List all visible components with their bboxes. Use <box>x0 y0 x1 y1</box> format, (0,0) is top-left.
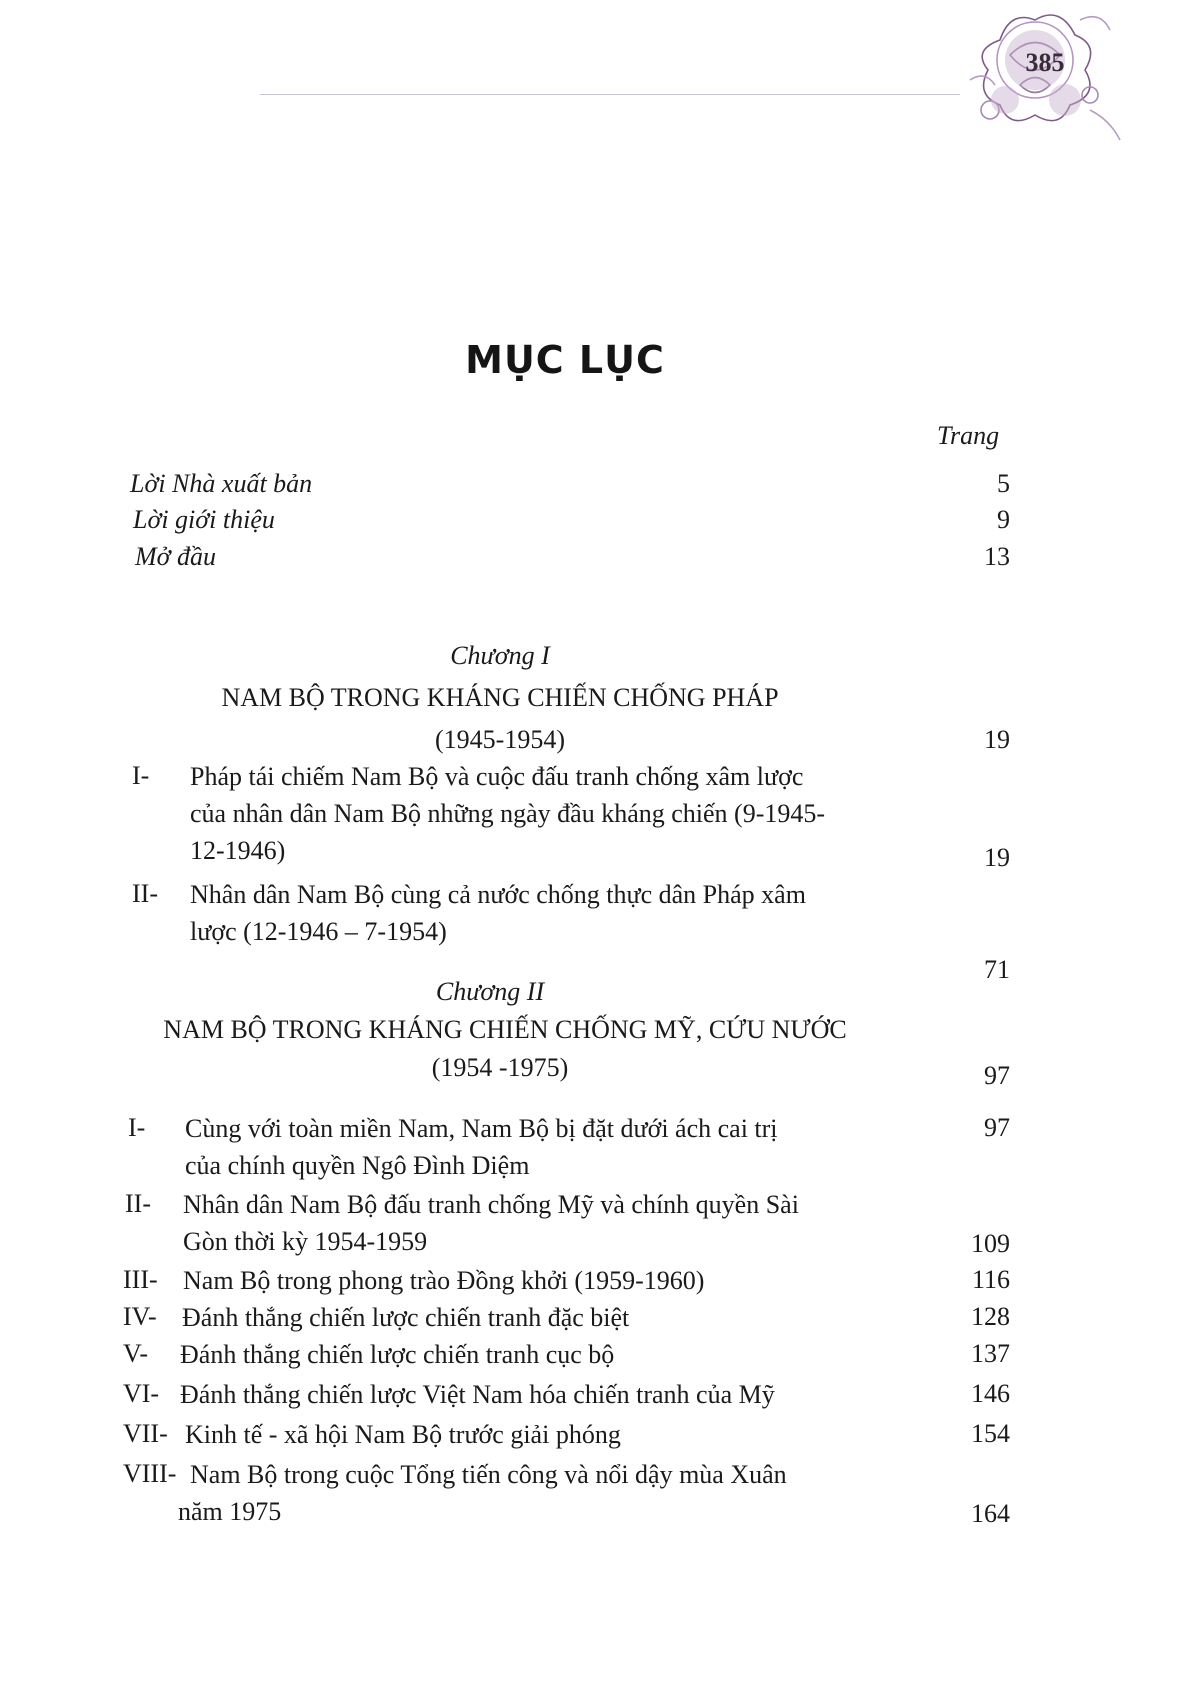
section-title <box>190 758 825 869</box>
section-line: Cùng với toàn miền Nam, Nam Bộ bị đặt dưới ách cai trị <box>185 1114 778 1143</box>
toc-page: 13 <box>984 542 1010 571</box>
chapter-title: NAM BỘ TRONG KHÁNG CHIẾN CHỐNG MỸ, CỨU NƯỚC <box>163 1015 847 1044</box>
chapter-title: NAM BỘ TRONG KHÁNG CHIẾN CHỐNG PHÁP <box>221 683 779 712</box>
page-number: 385 <box>1025 48 1065 77</box>
toc-page: 5 <box>997 469 1010 498</box>
toc-entry-publisher-note: Lời Nhà xuất bản <box>130 469 313 498</box>
header-rule <box>260 94 960 95</box>
page-title: MỤC LỤC <box>465 338 665 382</box>
section-number: I- <box>128 1113 146 1142</box>
toc-entry-opening: Mở đầu <box>135 542 217 571</box>
section-number: IV- <box>123 1302 157 1331</box>
toc-page: 164 <box>971 1499 1010 1528</box>
flower-ornament-icon <box>950 0 1140 160</box>
section-number: VII- <box>123 1419 168 1448</box>
toc-page: 154 <box>971 1419 1010 1448</box>
chapter-label: Chương II <box>435 977 545 1006</box>
section-title <box>182 1299 629 1336</box>
section-line: lược (12-1946 – 7-1954) <box>190 917 447 946</box>
toc-page: 128 <box>971 1302 1010 1331</box>
section-line: của chính quyền Ngô Đình Diệm <box>185 1151 530 1180</box>
chapter-label: Chương I <box>450 641 550 670</box>
section-line: Gòn thời kỳ 1954-1959 <box>183 1227 428 1256</box>
section-line: 12-1946) <box>190 836 286 865</box>
section-number: II- <box>125 1189 151 1218</box>
section-number: II- <box>132 879 158 908</box>
toc-page: 109 <box>971 1229 1010 1258</box>
toc-page: 19 <box>984 725 1010 754</box>
chapter-years: (1945-1954) <box>435 725 565 754</box>
section-title <box>178 1456 787 1530</box>
section-line: Nhân dân Nam Bộ cùng cả nước chống thực dân Pháp xâm <box>190 880 806 909</box>
section-title <box>183 1186 799 1260</box>
section-number: VI- <box>123 1379 160 1408</box>
toc-entry-introduction: Lời giới thiệu <box>133 505 275 534</box>
section-number: V- <box>123 1339 149 1368</box>
section-title <box>185 1110 778 1184</box>
section-number: I- <box>132 761 150 790</box>
toc-page: 146 <box>971 1379 1010 1408</box>
section-title <box>185 1416 621 1453</box>
toc-page: 97 <box>984 1113 1010 1142</box>
section-line: Nam Bộ trong cuộc Tổng tiến công và nổi dậy mùa Xuân <box>190 1460 787 1489</box>
section-line: Đánh thắng chiến lược chiến tranh đặc biệt <box>182 1303 630 1332</box>
toc-page: 9 <box>997 505 1010 534</box>
section-line: Kinh tế - xã hội Nam Bộ trước giải phóng <box>185 1420 621 1449</box>
section-line: Đánh thắng chiến lược Việt Nam hóa chiến tranh của Mỹ <box>180 1380 775 1409</box>
toc-page: 137 <box>971 1339 1010 1368</box>
section-line: của nhân dân Nam Bộ những ngày đầu kháng chiến (9-1945- <box>190 799 826 828</box>
section-title <box>180 1376 775 1413</box>
section-title <box>180 1336 614 1373</box>
section-title <box>183 1262 704 1299</box>
toc-page: 19 <box>984 843 1010 872</box>
toc-page: 97 <box>984 1061 1010 1090</box>
section-number: VIII- <box>123 1459 177 1488</box>
section-line: Pháp tái chiếm Nam Bộ và cuộc đấu tranh chống xâm lược <box>190 762 804 791</box>
section-title <box>190 876 806 950</box>
section-number: III- <box>123 1265 158 1294</box>
page-column-label: Trang <box>937 421 1000 450</box>
toc-page: 116 <box>971 1265 1010 1294</box>
section-line: Nam Bộ trong phong trào Đồng khởi (1959-1960) <box>183 1266 705 1295</box>
section-line: Nhân dân Nam Bộ đấu tranh chống Mỹ và chính quyền Sài <box>183 1190 799 1219</box>
chapter-years: (1954 -1975) <box>431 1053 569 1082</box>
section-line: năm 1975 <box>178 1497 282 1526</box>
toc-page: 71 <box>984 955 1010 984</box>
section-line: Đánh thắng chiến lược chiến tranh cục bộ <box>180 1340 615 1369</box>
